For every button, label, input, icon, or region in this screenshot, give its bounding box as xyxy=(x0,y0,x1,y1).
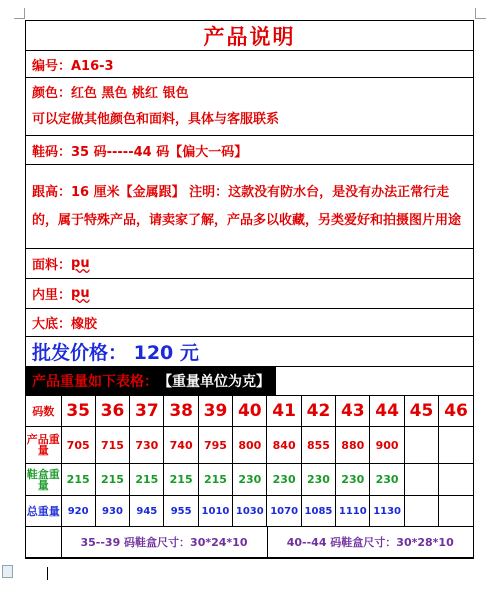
customize-note: 可以定做其他颜色和面料，具体与客服联系 xyxy=(32,111,280,127)
weight-cell: 740 xyxy=(164,427,198,464)
weight-cell: 920 xyxy=(61,496,95,527)
weight-cell: 1110 xyxy=(336,496,370,527)
text-cursor xyxy=(47,567,48,580)
page-corner-top-right xyxy=(475,8,486,19)
weight-cell: 1130 xyxy=(370,496,404,527)
weight-table xyxy=(26,396,473,527)
size-header-label: 码数 xyxy=(26,396,61,427)
weight-cell: 215 xyxy=(95,464,129,496)
weight-cell: 800 xyxy=(233,427,267,464)
weight-banner xyxy=(26,367,473,396)
weight-cell: 1085 xyxy=(301,496,335,527)
size-37: 37 xyxy=(130,396,164,427)
fabric-value: pu xyxy=(71,256,90,271)
weight-cell: 1030 xyxy=(233,496,267,527)
weight-cell: 795 xyxy=(198,427,232,464)
weight-cell: 715 xyxy=(95,427,129,464)
weight-banner-text: 产品重量如下表格： xyxy=(32,374,158,390)
weight-banner-box xyxy=(26,367,276,395)
weight-cell: 900 xyxy=(370,427,404,464)
document-icon xyxy=(2,565,13,578)
weight-row-label: 产品重量 xyxy=(26,427,61,464)
size-42: 42 xyxy=(301,396,335,427)
weight-cell: 730 xyxy=(130,427,164,464)
box-size-table xyxy=(26,527,473,558)
sole-material: 大底：橡胶 xyxy=(26,309,473,337)
doc-title: 产品说明 xyxy=(26,21,473,51)
fabric-row xyxy=(26,249,473,279)
weight-cell: 230 xyxy=(370,464,404,496)
box-size-35-39: 35--39 码鞋盒尺寸：30*24*10 xyxy=(61,527,267,558)
product-spec-table xyxy=(25,20,474,559)
weight-cell: 215 xyxy=(61,464,95,496)
weight-cell xyxy=(404,427,438,464)
box-blank-cell xyxy=(26,527,61,558)
lining-row xyxy=(26,279,473,309)
size-43: 43 xyxy=(336,396,370,427)
wholesale-price: 批发价格： 120 元 xyxy=(26,337,473,367)
weight-cell: 855 xyxy=(301,427,335,464)
weight-cell: 955 xyxy=(164,496,198,527)
weight-unit-note: 【重量单位为克】 xyxy=(158,374,270,390)
weight-cell: 215 xyxy=(130,464,164,496)
weight-cell: 945 xyxy=(130,496,164,527)
shoe-size-range: 鞋码：35 码-----44 码【偏大一码】 xyxy=(26,136,473,165)
color-options: 颜色：红色 黑色 桃红 银色 xyxy=(32,85,189,101)
weight-cell xyxy=(404,464,438,496)
product-code: 编号：A16-3 xyxy=(26,51,473,78)
weight-cell: 880 xyxy=(336,427,370,464)
weight-cell: 230 xyxy=(233,464,267,496)
size-46: 46 xyxy=(439,396,473,427)
size-36: 36 xyxy=(95,396,129,427)
weight-cell: 1070 xyxy=(267,496,301,527)
weight-cell xyxy=(439,464,473,496)
size-41: 41 xyxy=(267,396,301,427)
size-38: 38 xyxy=(164,396,198,427)
color-section xyxy=(26,78,473,136)
weight-cell xyxy=(404,496,438,527)
weight-cell: 705 xyxy=(61,427,95,464)
size-44: 44 xyxy=(370,396,404,427)
heel-note: 跟高：16 厘米【金属跟】 注明：这款没有防水台，是没有办法正常行走的，属于特殊产品，请卖家了解，产品多以收藏，另类爱好和拍摄图片用途 xyxy=(26,165,473,249)
size-45: 45 xyxy=(404,396,438,427)
page-corner-top-left xyxy=(14,8,25,19)
weight-cell xyxy=(439,427,473,464)
weight-cell: 215 xyxy=(198,464,232,496)
size-40: 40 xyxy=(233,396,267,427)
weight-cell: 1010 xyxy=(198,496,232,527)
size-35: 35 xyxy=(61,396,95,427)
weight-cell: 840 xyxy=(267,427,301,464)
weight-row-label: 鞋盒重量 xyxy=(26,464,61,496)
lining-label: 内里： xyxy=(32,288,72,303)
size-39: 39 xyxy=(198,396,232,427)
weight-cell: 230 xyxy=(267,464,301,496)
weight-cell: 230 xyxy=(301,464,335,496)
weight-cell: 230 xyxy=(336,464,370,496)
weight-row-label: 总重量 xyxy=(26,496,61,527)
fabric-label: 面料： xyxy=(32,258,72,273)
lining-value: pu xyxy=(71,286,90,301)
weight-cell: 930 xyxy=(95,496,129,527)
weight-cell: 215 xyxy=(164,464,198,496)
weight-cell xyxy=(439,496,473,527)
box-size-40-44: 40--44 码鞋盒尺寸：30*28*10 xyxy=(267,527,473,558)
